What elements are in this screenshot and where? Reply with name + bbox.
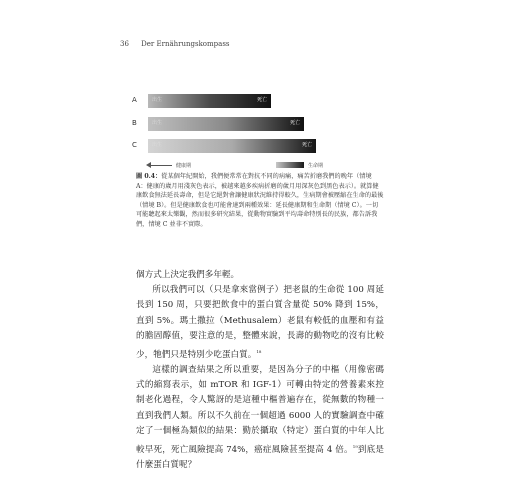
figure-number: 圖 0.4：: [136, 173, 162, 180]
scenario-bar: [148, 139, 316, 153]
lifespan-figure: [132, 86, 380, 166]
legend-lifespan-label: 生命期: [308, 163, 324, 169]
body-text: [136, 268, 384, 473]
paragraph: [136, 363, 384, 473]
scenario-letter: C: [132, 141, 137, 149]
scenario-letter: A: [132, 96, 137, 104]
legend-healthspan-label: 健康期: [176, 163, 192, 169]
paragraph: 個方式上決定我們多年輕。: [136, 270, 240, 280]
figure-caption: [136, 172, 384, 230]
footnote-ref: 18: [256, 349, 262, 355]
legend-gradient-swatch: [276, 162, 304, 168]
caption-text: 從某個年紀開始，我們便常常在對抗不同的病痛，痛苦折磨我們的晚年（情境 A：健康的歲月用淺灰色表示，被越來越多疾病折磨的歲月用深灰色到黑色表示）。就算健康飲食無法延長壽命，但是它絕對會讓健康狀況維持得較久，生病期會被壓縮在生命的最後（情境 B）。但是健康飲食也可能會達到兩種效果：延長健康期和生命期（情境 C）。一切可能聽起來太樂觀，然而很多研究結果，從動物實驗到平均壽命特別長的民族，都告訴我們，情境 C 並非不實際。: [136, 173, 384, 228]
footnote-ref: 19: [352, 444, 358, 450]
birth-label: 出生: [152, 120, 163, 126]
scenario-bar: [148, 94, 271, 108]
paragraph-text: 到底是什麼蛋白質呢？: [136, 444, 384, 471]
death-label: 死亡: [289, 120, 300, 126]
birth-label: 出生: [152, 97, 163, 103]
legend-arrow-line: [148, 165, 172, 166]
scenario-letter: B: [132, 119, 137, 127]
death-label: 死亡: [301, 142, 312, 148]
page-header: [120, 40, 230, 48]
scenario-bar: [148, 117, 304, 131]
death-label: 死亡: [256, 97, 267, 103]
paragraph-text: 這樣的調查結果之所以重要，是因為分子的中樞（用像密碼式的縮寫表示，如 mTOR 和 IGF-1）可轉由特定的營養素來控制老化過程，令人驚訝的是這種中樞普遍存在，從無數的物種一直到我們人類。所以不久前在一個超過 6000 人的實驗調查中確定了一個極為類似的結果：勤於攝取（特定）蛋白質的中年人比較早死，死亡風險提高 74%，癌症風險甚至提高 4 倍。: [136, 365, 384, 455]
paragraph-text: 所以我們可以（只是拿來當例子）把老鼠的生命從 100 周延長到 150 周，只要把飲食中的蛋白質含量從 50% 降到 15%，直到 5%。瑪土撒拉（Methusalem）老鼠有較低的血壓和有益的膽固醇值，要注意的是，整體來說，長壽的動物吃的沒有比較少，牠們只是特別少吃蛋白質。: [136, 285, 384, 360]
page-number: 36: [120, 40, 129, 48]
paragraph: [136, 283, 384, 363]
figure-legend: [148, 161, 368, 171]
running-title: Der Ernährungskompass: [141, 40, 230, 48]
birth-label: 出生: [152, 142, 163, 148]
